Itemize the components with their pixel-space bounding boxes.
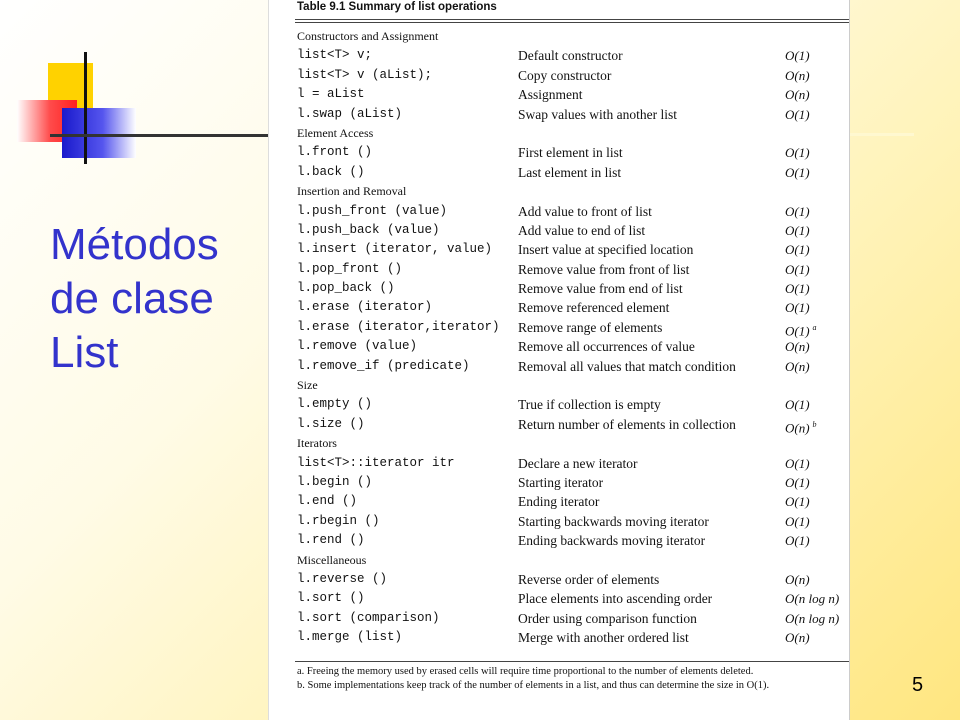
operation-cell: l.sort (comparison) xyxy=(297,610,440,625)
complexity-value: O(1) xyxy=(785,261,810,277)
operation-cell: l.pop_front () xyxy=(297,261,403,276)
table-row xyxy=(295,279,849,298)
slide-title: Métodos de clase List xyxy=(50,220,219,377)
table-row xyxy=(295,202,849,221)
table-image xyxy=(268,0,850,720)
description-cell: Removal all values that match condition xyxy=(518,358,736,374)
table-row xyxy=(295,105,849,124)
description-cell: Remove value from end of list xyxy=(518,281,683,297)
description-cell: Remove all occurrences of value xyxy=(518,339,695,355)
complexity-value: O(1) xyxy=(785,145,810,161)
description-cell: Remove referenced element xyxy=(518,300,670,316)
complexity-cell xyxy=(785,415,817,438)
complexity-cell xyxy=(785,66,810,85)
complexity-cell xyxy=(785,357,810,376)
table-row xyxy=(295,531,849,550)
operation-cell: l.end () xyxy=(297,494,358,509)
complexity-cell xyxy=(785,105,810,124)
complexity-cell xyxy=(785,202,810,221)
description-cell: Remove range of elements xyxy=(518,319,663,335)
complexity-value: O(1) xyxy=(785,48,810,64)
complexity-cell xyxy=(785,85,810,104)
complexity-cell xyxy=(785,260,810,279)
table-rule xyxy=(295,22,849,23)
complexity-cell xyxy=(785,628,810,647)
operation-cell: l.rbegin () xyxy=(297,513,380,528)
description-cell: Declare a new iterator xyxy=(518,455,638,471)
description-cell: Add value to end of list xyxy=(518,222,646,238)
table-row xyxy=(295,66,849,85)
table-row xyxy=(295,609,849,628)
complexity-cell xyxy=(785,512,810,531)
description-cell: Order using comparison function xyxy=(518,610,697,626)
operation-cell: l.rend () xyxy=(297,533,365,548)
complexity-value: O(1) xyxy=(785,513,810,529)
decor-horizontal-line-right xyxy=(848,133,914,136)
table-row xyxy=(295,454,849,473)
operation-cell: l.pop_back () xyxy=(297,281,395,296)
description-cell: True if collection is empty xyxy=(518,397,661,413)
section-header: Iterators xyxy=(297,436,337,451)
footnote: b. Some implementations keep track of the number of elements in a list, and thus can determine the size in O(1). xyxy=(297,679,770,691)
complexity-cell xyxy=(785,221,810,240)
table-row xyxy=(295,298,849,317)
table-row xyxy=(295,492,849,511)
description-cell: Default constructor xyxy=(518,48,623,64)
description-cell: Merge with another ordered list xyxy=(518,630,689,646)
operation-cell: l.push_front (value) xyxy=(297,203,448,218)
description-cell: Starting backwards moving iterator xyxy=(518,513,709,529)
complexity-value: O(1) xyxy=(785,533,810,549)
description-cell: Place elements into ascending order xyxy=(518,591,713,607)
complexity-value: O(1) xyxy=(785,242,810,258)
complexity-value: O(n) xyxy=(785,87,810,103)
operation-cell: l.sort () xyxy=(297,591,365,606)
description-cell: Remove value from front of list xyxy=(518,261,690,277)
table-row xyxy=(295,570,849,589)
section-header: Constructors and Assignment xyxy=(297,29,439,43)
section-header: Size xyxy=(297,378,318,393)
table-row xyxy=(295,85,849,104)
table-footnotes xyxy=(297,666,817,693)
table-rule xyxy=(295,661,849,662)
description-cell: Add value to front of list xyxy=(518,203,652,219)
complexity-cell xyxy=(785,473,810,492)
table-rule xyxy=(295,19,849,20)
operation-cell: l.erase (iterator,iterator) xyxy=(297,319,500,334)
section-header: Miscellaneous xyxy=(297,552,367,567)
table-row xyxy=(295,357,849,376)
decor-vertical-line xyxy=(84,52,87,164)
complexity-cell xyxy=(785,46,810,65)
complexity-value: O(n) xyxy=(785,420,810,436)
footnote-marker: b xyxy=(812,419,817,429)
operation-cell: list<T> v (aList); xyxy=(297,67,433,82)
complexity-value: O(1) xyxy=(785,222,810,238)
table-row xyxy=(295,163,849,182)
operation-cell: l.empty () xyxy=(297,397,373,412)
table-row xyxy=(295,589,849,608)
table-row xyxy=(295,395,849,414)
operation-cell: l.front () xyxy=(297,145,373,160)
table-row xyxy=(295,337,849,356)
operation-cell: l = aList xyxy=(297,87,365,102)
description-cell: Starting iterator xyxy=(518,474,604,490)
operation-cell: list<T>::iterator itr xyxy=(297,455,455,470)
complexity-value: O(1) xyxy=(785,300,810,316)
complexity-value: O(1) xyxy=(785,281,810,297)
operation-cell: l.remove_if (predicate) xyxy=(297,358,470,373)
complexity-value: O(1) xyxy=(785,106,810,122)
complexity-value: O(1) xyxy=(785,203,810,219)
table-row xyxy=(295,240,849,259)
complexity-value: O(1) xyxy=(785,494,810,510)
table-row xyxy=(295,318,849,337)
complexity-cell xyxy=(785,163,810,182)
section-header: Insertion and Removal xyxy=(297,184,407,199)
complexity-value: O(1) xyxy=(785,164,810,180)
complexity-cell xyxy=(785,531,810,550)
operation-cell: l.back () xyxy=(297,164,365,179)
operation-cell: list<T> v; xyxy=(297,48,373,63)
description-cell: First element in list xyxy=(518,145,623,161)
description-cell: Swap values with another list xyxy=(518,106,677,122)
operation-cell: l.begin () xyxy=(297,474,373,489)
description-cell: Insert value at specified location xyxy=(518,242,694,258)
table-caption: Table 9.1 Summary of list operations xyxy=(297,1,497,13)
description-cell: Copy constructor xyxy=(518,67,612,83)
table-row xyxy=(295,415,849,434)
complexity-value: O(n) xyxy=(785,67,810,83)
table-row xyxy=(295,512,849,531)
section-header: Element Access xyxy=(297,125,374,140)
complexity-value: O(n log n) xyxy=(785,610,840,626)
description-cell: Ending backwards moving iterator xyxy=(518,533,706,549)
operation-cell: l.swap (aList) xyxy=(297,106,403,121)
complexity-value: O(n) xyxy=(785,358,810,374)
operation-cell: l.push_back (value) xyxy=(297,222,440,237)
complexity-cell xyxy=(785,609,839,628)
operation-cell: l.erase (iterator) xyxy=(297,300,433,315)
complexity-value: O(n) xyxy=(785,571,810,587)
complexity-cell xyxy=(785,570,810,589)
complexity-value: O(1) xyxy=(785,455,810,471)
complexity-cell xyxy=(785,240,810,259)
table-row xyxy=(295,473,849,492)
slide-number: 5 xyxy=(912,674,924,696)
complexity-cell xyxy=(785,492,810,511)
complexity-cell xyxy=(785,279,810,298)
operation-cell: l.merge (list) xyxy=(297,630,403,645)
complexity-cell xyxy=(785,337,810,356)
decor-blue-square xyxy=(62,108,136,158)
description-cell: Assignment xyxy=(518,87,583,103)
description-cell: Reverse order of elements xyxy=(518,571,660,587)
table-row xyxy=(295,46,849,65)
complexity-cell xyxy=(785,454,810,473)
table-row xyxy=(295,628,849,647)
table-body xyxy=(295,27,849,648)
complexity-value: O(1) xyxy=(785,474,810,490)
operation-cell: l.insert (iterator, value) xyxy=(297,242,493,257)
complexity-cell xyxy=(785,395,810,414)
description-cell: Ending iterator xyxy=(518,494,600,510)
table-row xyxy=(295,143,849,162)
description-cell: Last element in list xyxy=(518,164,622,180)
complexity-value: O(1) xyxy=(785,397,810,413)
complexity-value: O(n log n) xyxy=(785,591,840,607)
complexity-value: O(n) xyxy=(785,339,810,355)
table-row xyxy=(295,260,849,279)
table-row xyxy=(295,221,849,240)
footnote: a. Freeing the memory used by erased cells will require time proportional to the number of elements deleted. xyxy=(297,666,754,677)
footnote-marker: a xyxy=(812,322,817,332)
operation-cell: l.size () xyxy=(297,416,365,431)
operation-cell: l.remove (value) xyxy=(297,339,418,354)
complexity-value: O(n) xyxy=(785,630,810,646)
description-cell: Return number of elements in collection xyxy=(518,416,736,432)
complexity-cell xyxy=(785,298,810,317)
operation-cell: l.reverse () xyxy=(297,571,388,586)
complexity-value: O(1) xyxy=(785,323,810,339)
complexity-cell xyxy=(785,143,810,162)
complexity-cell xyxy=(785,589,839,608)
